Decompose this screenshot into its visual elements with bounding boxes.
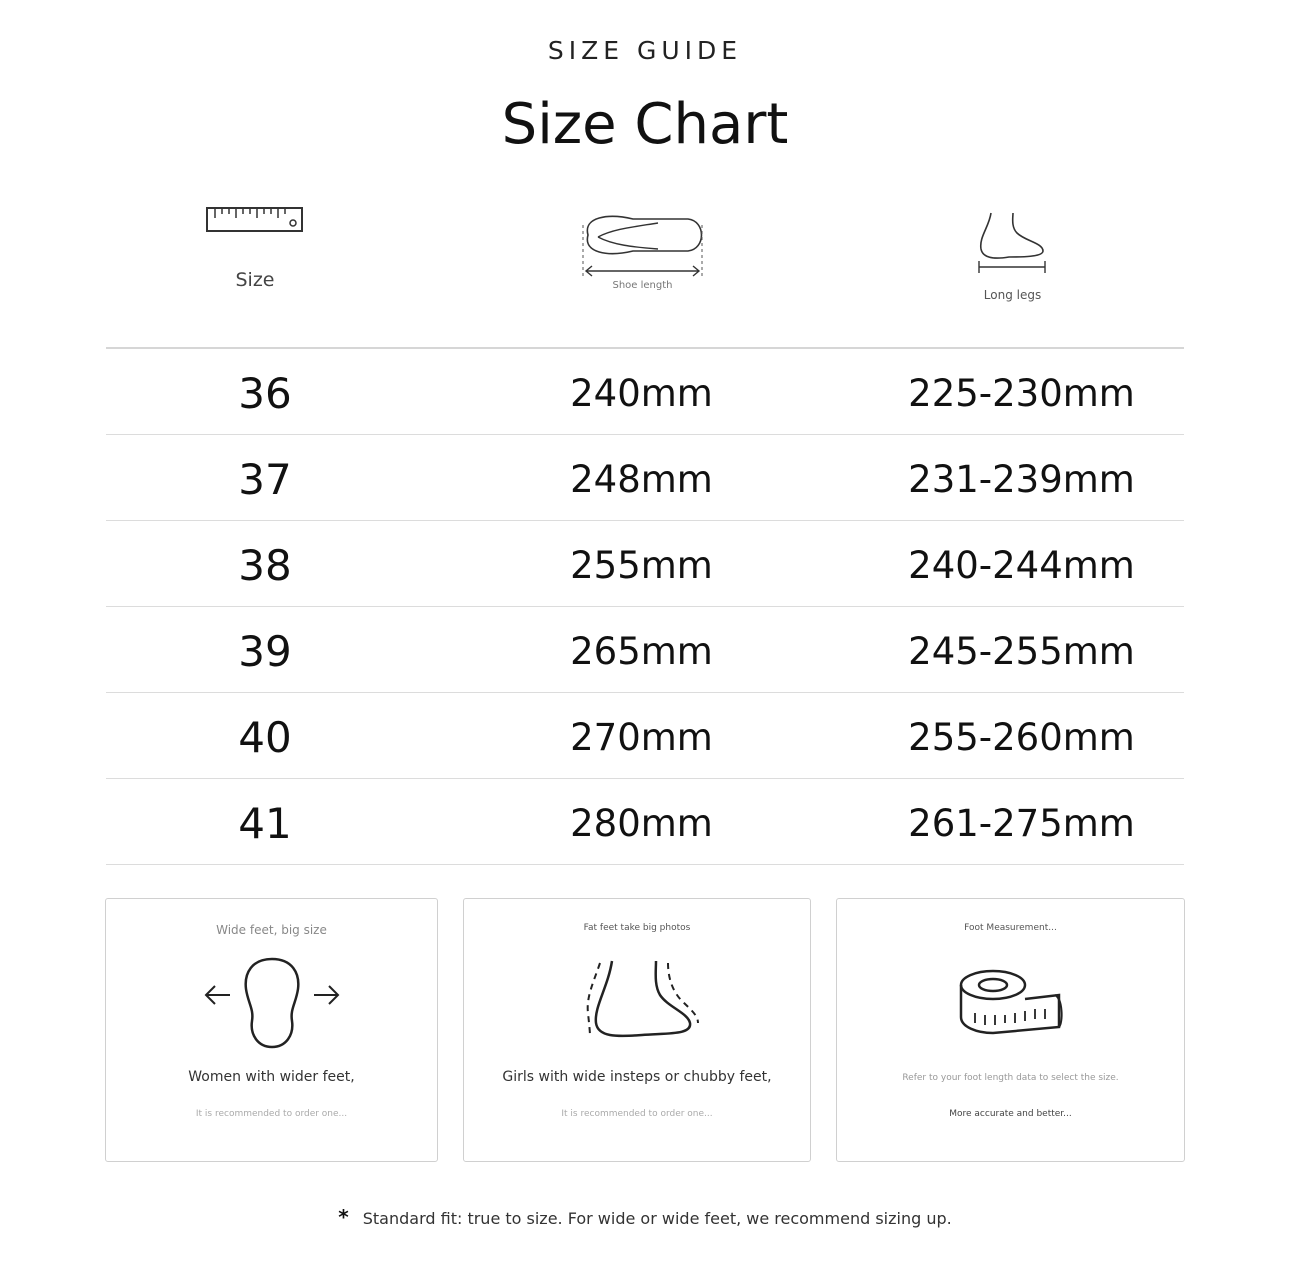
tip-card-text: Girls with wide insteps or chubby feet, bbox=[502, 1069, 772, 1085]
size-cell: 37 bbox=[238, 455, 292, 504]
foot-length-cell: 231-239mm bbox=[908, 458, 1135, 501]
column-header-foot-length bbox=[945, 205, 1080, 325]
column-header-size bbox=[170, 205, 340, 325]
page-title: Size Chart bbox=[501, 92, 789, 157]
ruler-icon bbox=[205, 205, 305, 235]
foot-length-cell: 240-244mm bbox=[908, 544, 1135, 587]
tip-card-chubby-feet bbox=[463, 898, 811, 1162]
shoe-length-cell: 280mm bbox=[570, 802, 713, 845]
shoe-length-cell: 265mm bbox=[570, 630, 713, 673]
column-label-shoe-length: Shoe length bbox=[612, 280, 673, 291]
size-cell: 39 bbox=[238, 627, 292, 676]
size-cell: 41 bbox=[238, 799, 292, 848]
shoe-length-cell: 240mm bbox=[570, 372, 713, 415]
size-table bbox=[106, 347, 1184, 865]
tip-card-text: Refer to your foot length data to select the size. bbox=[902, 1073, 1119, 1083]
tip-card-subtext: It is recommended to order one... bbox=[561, 1109, 713, 1119]
footnote bbox=[0, 1205, 1290, 1229]
tip-card-foot-measurement bbox=[836, 898, 1185, 1162]
column-header-shoe-length bbox=[560, 205, 725, 325]
foot-length-cell: 245-255mm bbox=[908, 630, 1135, 673]
table-row bbox=[106, 607, 1184, 693]
footnote-star: * bbox=[338, 1205, 349, 1229]
column-label-size: Size bbox=[235, 269, 275, 291]
tip-card-title: Foot Measurement... bbox=[964, 923, 1057, 933]
footnote-text: Standard fit: true to size. For wide or wide feet, we recommend sizing up. bbox=[362, 1209, 952, 1228]
flip-flop-icon bbox=[578, 205, 708, 285]
size-cell: 36 bbox=[238, 369, 292, 418]
tip-card-title: Wide feet, big size bbox=[216, 923, 327, 937]
page-eyebrow: SIZE GUIDE bbox=[547, 36, 743, 65]
chubby-foot-icon bbox=[572, 951, 702, 1051]
table-row bbox=[106, 693, 1184, 779]
foot-length-cell: 261-275mm bbox=[908, 802, 1135, 845]
shoe-length-cell: 248mm bbox=[570, 458, 713, 501]
shoe-length-cell: 270mm bbox=[570, 716, 713, 759]
table-row bbox=[106, 435, 1184, 521]
column-label-foot-length: Long legs bbox=[983, 288, 1042, 302]
foot-length-cell: 225-230mm bbox=[908, 372, 1135, 415]
table-row bbox=[106, 349, 1184, 435]
measuring-tape-icon bbox=[951, 951, 1071, 1051]
tip-card-subtext: It is recommended to order one... bbox=[195, 1109, 348, 1119]
foot-length-cell: 255-260mm bbox=[908, 716, 1135, 759]
tip-card-wide-feet bbox=[105, 898, 438, 1162]
tip-card-subtext: More accurate and better... bbox=[949, 1109, 1072, 1119]
shoe-length-cell: 255mm bbox=[570, 544, 713, 587]
tip-card-text: Women with wider feet, bbox=[188, 1069, 355, 1085]
size-cell: 40 bbox=[238, 713, 292, 762]
wide-foot-icon bbox=[202, 951, 342, 1051]
table-row bbox=[106, 521, 1184, 607]
foot-length-icon bbox=[973, 205, 1053, 280]
tip-card-title: Fat feet take big photos bbox=[583, 923, 691, 933]
table-row bbox=[106, 779, 1184, 865]
size-cell: 38 bbox=[238, 541, 292, 590]
